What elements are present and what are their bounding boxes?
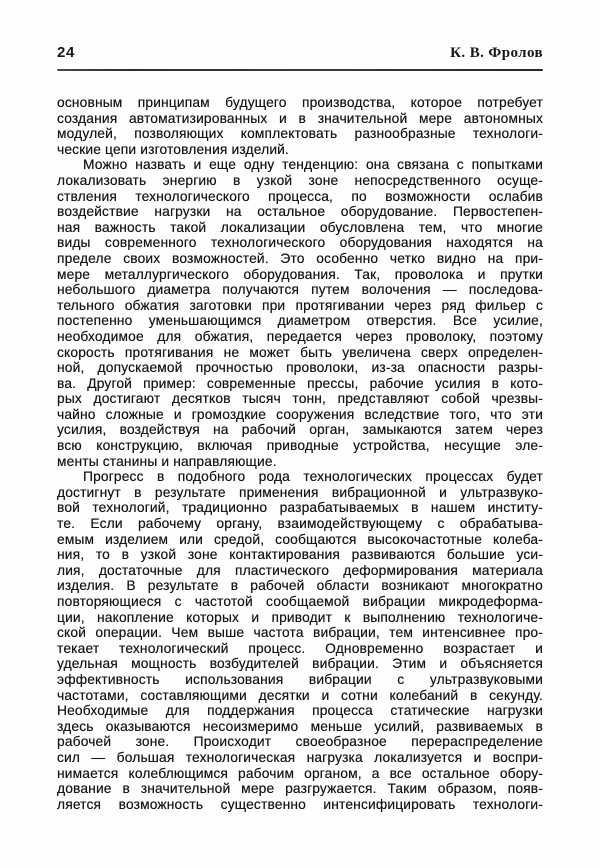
text-line: рабочей зоне. Происходит своеобразное перераспределение bbox=[57, 734, 543, 750]
text-line: повторяющиеся с частотой сообщаемой вибрации микродеформа- bbox=[57, 594, 543, 609]
text-line: достигнут в результате применения вибрационной и ультразвуко- bbox=[57, 484, 543, 500]
page-number: 24 bbox=[57, 44, 75, 61]
text-line: пределе своих возможностей. Это особенно четко видно на при- bbox=[57, 250, 543, 266]
text-line: удельная мощность возбудителей вибрации. Этим и объясняется bbox=[57, 656, 543, 672]
page-body bbox=[57, 95, 543, 812]
text-line: ствления технологического процесса, по возможности ослабив bbox=[57, 188, 543, 204]
text-line: ния, то в узкой зоне контактирования развиваются большие уси- bbox=[57, 547, 543, 563]
text-line: воздействие нагрузки на остальное оборудование. Первостепен- bbox=[57, 204, 543, 220]
text-line: постепенно уменьшающимся диаметром отверстия. Все усилие, bbox=[57, 313, 543, 329]
text-line: чайно сложные и громоздкие сооружения вследствие того, что эти bbox=[57, 406, 543, 422]
text-line: создания автоматизированных и в значительной мере автономных bbox=[57, 110, 543, 126]
text-line: ной, допускаемой прочностью проволоки, из-за опасности разры- bbox=[57, 360, 543, 376]
text-line: дование в значительной мере разгружается. Таким образом, появ- bbox=[57, 781, 543, 797]
text-line: локализовать энергию в узкой зоне непосредственного осуще- bbox=[57, 172, 543, 188]
text-line: лия, достаточные для пластического деформирования материала bbox=[57, 562, 543, 578]
text-line: нимается колеблющимся рабочим органом, а все остальное обору- bbox=[57, 765, 543, 781]
text-line: Можно назвать и еще одну тенденцию: она связана с попытками bbox=[83, 157, 543, 173]
text-line: модулей, позволяющих комплектовать разнообразные технологи- bbox=[57, 126, 543, 142]
text-line: эффективность использования вибрации с ультразвуковыми bbox=[57, 671, 543, 687]
text-line: ва. Другой пример: современные прессы, рабочие усилия в кото- bbox=[57, 375, 543, 391]
header-rule bbox=[57, 69, 543, 71]
page-header bbox=[57, 44, 543, 62]
text-line: основным принципам будущего производства, которое потребует bbox=[57, 95, 543, 110]
text-line: усилия, воздействуя на рабочий орган, замыкаются затем через bbox=[57, 422, 543, 438]
text-line: емым изделием или средой, сообщаются высокочастотные колеба- bbox=[57, 531, 543, 547]
text-line: вой технологий, традиционно разрабатываемых в нашем институ- bbox=[57, 500, 543, 516]
text-line: ской операции. Чем выше частота вибрации, тем интенсивнее про- bbox=[57, 625, 543, 641]
text-line: менты станины и направляющие. bbox=[57, 453, 277, 469]
text-line: всю конструкцию, включая приводные устройства, несущие эле- bbox=[57, 438, 543, 454]
text-line: частотами, составляющими десятки и сотни колебаний в секунду. bbox=[57, 687, 543, 703]
text-line: Прогресс в подобного рода технологических процессах будет bbox=[83, 469, 543, 485]
text-line: мере металлургического оборудования. Так, проволока и прутки bbox=[57, 266, 543, 282]
text-line: Необходимые для поддержания процесса статические нагрузки bbox=[57, 703, 543, 719]
text-line: скорость протягивания не может быть увеличена сверх определен- bbox=[57, 344, 543, 360]
text-line: виды современного технологического оборудования находятся на bbox=[57, 235, 543, 251]
text-line: небольшого диаметра получаются путем волочения — последова- bbox=[57, 282, 543, 298]
text-line: необходимое для обжатия, передается через проволоку, поэтому bbox=[57, 328, 543, 344]
text-line: текает технологический процесс. Одновременно возрастает и bbox=[57, 640, 543, 656]
text-line: изделия. В результате в рабочей области возникают многократно bbox=[57, 578, 543, 594]
text-line: сил — большая технологическая нагрузка локализуется и воспри- bbox=[57, 749, 543, 765]
text-line: ческие цепи изготовления изделий. bbox=[57, 141, 290, 157]
running-head-author: К. В. Фролов bbox=[450, 45, 543, 61]
text-line: тельного обжатия заготовки при протягивании через ряд фильер с bbox=[57, 297, 543, 313]
text-line: рых достигают десятков тысяч тонн, представляют собой чрезвы- bbox=[57, 391, 543, 407]
text-line: ная важность такой локализации обусловлена тем, что многие bbox=[57, 219, 543, 235]
text-line: здесь оказываются несоизмеримо меньше усилий, развиваемых в bbox=[57, 718, 543, 734]
text-line: ции, накопление которых и приводит к выполнению технологиче- bbox=[57, 609, 543, 625]
text-line: ляется возможность существенно интенсифицировать технологи- bbox=[57, 796, 543, 812]
text-line: те. Если рабочему органу, взаимодействующему с обрабатыва- bbox=[57, 516, 543, 532]
